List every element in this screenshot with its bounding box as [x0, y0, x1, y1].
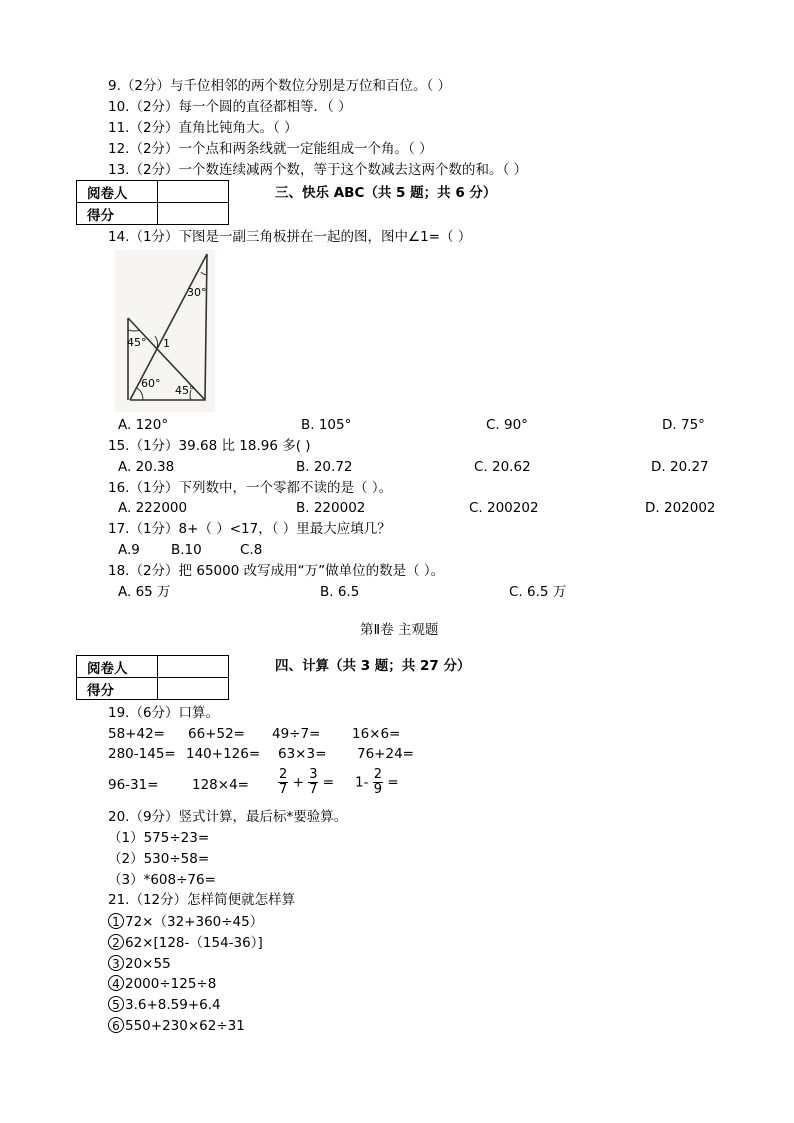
q18-option-b: B. 6.5 [320, 584, 360, 600]
q17-option-a: A.9 [118, 542, 140, 558]
score-label: 得分 [77, 203, 158, 225]
question-15: 15.（1分）39.68 比 18.96 多( ) [108, 438, 311, 454]
circled-number: 1 [108, 913, 124, 929]
circled-number: 4 [108, 975, 124, 991]
q15-option-a: A. 20.38 [118, 459, 175, 475]
question-14: 14.（1分）下图是一副三角板拼在一起的图，图中∠1=（ ） [108, 229, 472, 245]
reviewer-cell [158, 181, 229, 203]
angle-45-bottom-label: 45° [175, 384, 195, 397]
score-label: 得分 [77, 678, 158, 700]
circled-number: 6 [108, 1017, 124, 1033]
reviewer-label: 阅卷人 [77, 181, 158, 203]
question-13: 13.（2分）一个数连续减两个数，等于这个数减去这两个数的和。（ ） [108, 162, 528, 178]
q16-option-b: B. 220002 [296, 500, 366, 516]
question-17: 17.（1分）8+（ ）<17，（ ）里最大应填几？ [108, 521, 391, 537]
section-3-title: 三、快乐 ABC（共 5 题；共 6 分） [275, 185, 497, 201]
reviewer-label: 阅卷人 [77, 656, 158, 678]
circled-number: 3 [108, 955, 124, 971]
q17-option-b: B.10 [171, 542, 202, 558]
fraction: $\frac{2}{9}$ [373, 767, 383, 797]
q15-option-b: B. 20.72 [296, 459, 353, 475]
q14-option-b: B. 105° [301, 417, 352, 433]
q21-item: 6 550+230×62÷31 [108, 1017, 245, 1034]
score-box-section-4 [76, 655, 229, 700]
q19-item: 49÷7= [272, 726, 321, 742]
q17-option-c: C.8 [240, 542, 263, 558]
question-11: 11.（2分）直角比钝角大。（ ） [108, 120, 298, 136]
q16-option-c: C. 200202 [469, 500, 539, 516]
q18-option-a: A. 65 万 [118, 584, 171, 600]
circled-number: 5 [108, 996, 124, 1012]
q21-item: 5 3.6+8.59+6.4 [108, 996, 221, 1013]
q21-item: 2 62×[128-（154-36）] [108, 934, 263, 951]
question-20: 20.（9分）竖式计算，最后标*要验算。 [108, 809, 348, 825]
q19-fraction-expression: $\frac{2}{7}$ + $\frac{3}{7}$ = [279, 767, 335, 797]
q21-item: 3 20×55 [108, 955, 171, 972]
q19-item: 128×4= [192, 777, 249, 793]
question-21: 21.（12分）怎样简便就怎样算 [108, 892, 296, 908]
section-4-title: 四、计算（共 3 题；共 27 分） [275, 658, 471, 674]
q19-item: 16×6= [352, 726, 401, 742]
question-12: 12.（2分）一个点和两条线就一定能组成一个角。（ ） [108, 141, 433, 157]
q19-item: 66+52= [188, 726, 245, 742]
q16-option-d: D. 202002 [645, 500, 716, 516]
triangle-figure [115, 250, 215, 412]
q19-item: 63×3= [278, 746, 327, 762]
angle-60-label: 60° [141, 377, 161, 390]
q19-item: 280-145= [108, 746, 176, 762]
question-18: 18.（2分）把 65000 改写成用“万”做单位的数是（ ）。 [108, 563, 445, 579]
question-16: 16.（1分）下列数中，一个零都不读的是（ ）。 [108, 480, 393, 496]
reviewer-cell [158, 656, 229, 678]
q19-item: 96-31= [108, 777, 159, 793]
fraction: $\frac{2}{7}$ [279, 767, 288, 797]
score-cell [158, 678, 229, 700]
score-cell [158, 203, 229, 225]
angle-30-label: 30° [187, 286, 207, 299]
question-19: 19.（6分）口算。 [108, 705, 220, 721]
q19-item: 58+42= [108, 726, 165, 742]
q15-option-d: D. 20.27 [651, 459, 709, 475]
question-9: 9.（2分）与千位相邻的两个数位分别是万位和百位。（ ） [108, 78, 452, 94]
q19-fraction-expression: 1- $\frac{2}{9}$ = [355, 767, 399, 797]
q14-option-a: A. 120° [118, 417, 169, 433]
q20-item: （2）530÷58= [108, 851, 210, 867]
angle-45-top-label: 45° [127, 336, 147, 349]
circled-number: 2 [108, 934, 124, 950]
angle-1-label: 1 [163, 337, 170, 350]
q15-option-c: C. 20.62 [474, 459, 531, 475]
part-2-heading: 第Ⅱ卷 主观题 [360, 622, 439, 638]
question-10: 10.（2分）每一个圆的直径都相等．（ ） [108, 99, 352, 115]
q16-option-a: A. 222000 [118, 500, 188, 516]
q14-option-c: C. 90° [486, 417, 528, 433]
fraction: $\frac{3}{7}$ [309, 767, 318, 797]
q21-item: 4 2000÷125÷8 [108, 975, 216, 992]
score-box-section-3 [76, 180, 229, 225]
q19-item: 76+24= [357, 746, 414, 762]
q14-option-d: D. 75° [662, 417, 705, 433]
q18-option-c: C. 6.5 万 [509, 584, 567, 600]
q20-item: （3）*608÷76= [108, 872, 216, 888]
q21-item: 1 72×（32+360÷45） [108, 913, 263, 930]
q20-item: （1）575÷23= [108, 830, 210, 846]
q19-item: 140+126= [186, 746, 261, 762]
